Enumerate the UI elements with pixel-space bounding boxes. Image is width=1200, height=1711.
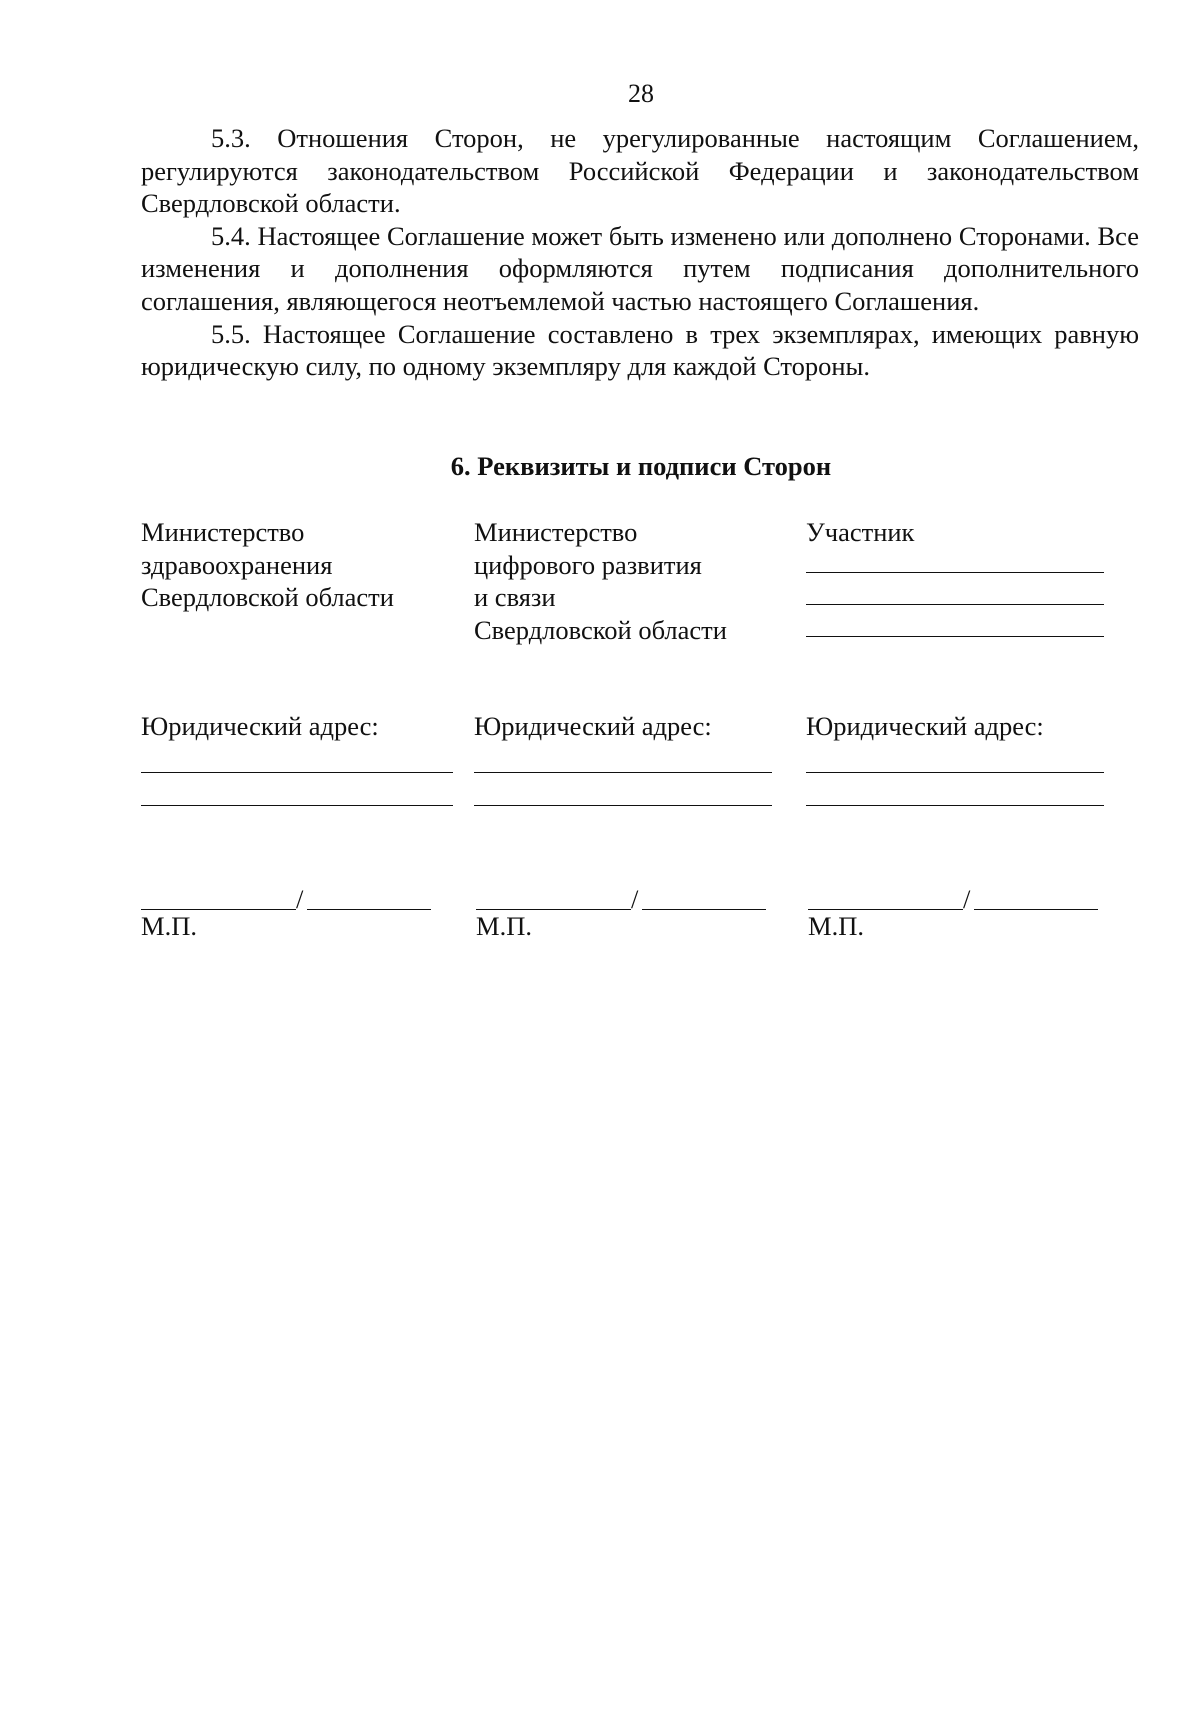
participant-blank-line-1 — [806, 572, 1104, 573]
party-2-line-2: цифрового развития — [474, 549, 702, 580]
party-1-address-line-2 — [141, 805, 453, 806]
party-2-address-line-2 — [474, 805, 772, 806]
party-2-name — [474, 516, 794, 646]
party-3-address-line-2 — [806, 805, 1104, 806]
party-3-address-label: Юридический адрес: — [806, 711, 1044, 741]
party-1-signature-separator: / — [296, 884, 304, 914]
party-1-line-2: здравоохранения — [141, 549, 333, 580]
party-1-line-3: Свердловской области — [141, 582, 394, 613]
party-3-address-line-1 — [806, 772, 1104, 773]
page-number: 28 — [628, 79, 654, 108]
party-2-address-line-1 — [474, 772, 772, 773]
party-1-line-1: Министерство — [141, 517, 305, 547]
party-3-seal-label: М.П. — [808, 911, 864, 941]
section-heading: 6. Реквизиты и подписи Сторон — [450, 451, 832, 481]
party-3-line-1: Участник — [806, 517, 915, 547]
party-2-signature-line — [476, 880, 776, 914]
party-2-seal-label: М.П. — [476, 911, 532, 941]
party-1-address-label: Юридический адрес: — [141, 711, 379, 741]
clause-5-4: 5.4. Настоящее Соглашение может быть изменено или дополнено Сторонами. Все изменения и дополнения оформляются путем подписания дополнительного соглашения, являющегося неотъемлемой частью настоящего Соглашения. — [141, 220, 1139, 316]
clause-5-3: 5.3. Отношения Сторон, не урегулированные настоящим Соглашением, регулируются законодательством Российской Федерации и законодательством Свердловской области. — [141, 123, 1139, 219]
participant-name-blanks — [806, 572, 1104, 637]
party-3-name — [806, 516, 1106, 549]
party-1-signature-line — [141, 880, 441, 914]
clause-5-5: 5.5. Настоящее Соглашение составлено в трех экземплярах, имеющих равную юридическую силу, по одному экземпляру для каждой Стороны. — [141, 318, 1139, 382]
party-3-signature-separator: / — [963, 884, 971, 914]
party-2-signature-separator: / — [631, 884, 639, 914]
party-1-seal-label: М.П. — [141, 911, 197, 941]
participant-blank-line-3 — [806, 636, 1104, 637]
party-3-signature-line — [808, 880, 1108, 914]
party-2-address-label: Юридический адрес: — [474, 711, 712, 741]
party-2-line-1: Министерство — [474, 517, 638, 547]
party-2-line-3: и связи — [474, 582, 556, 613]
party-1-name — [141, 516, 461, 614]
party-2-line-4: Свердловской области — [474, 614, 727, 645]
party-1-address-line-1 — [141, 772, 453, 773]
agreement-clauses — [141, 122, 1139, 383]
participant-blank-line-2 — [806, 604, 1104, 605]
